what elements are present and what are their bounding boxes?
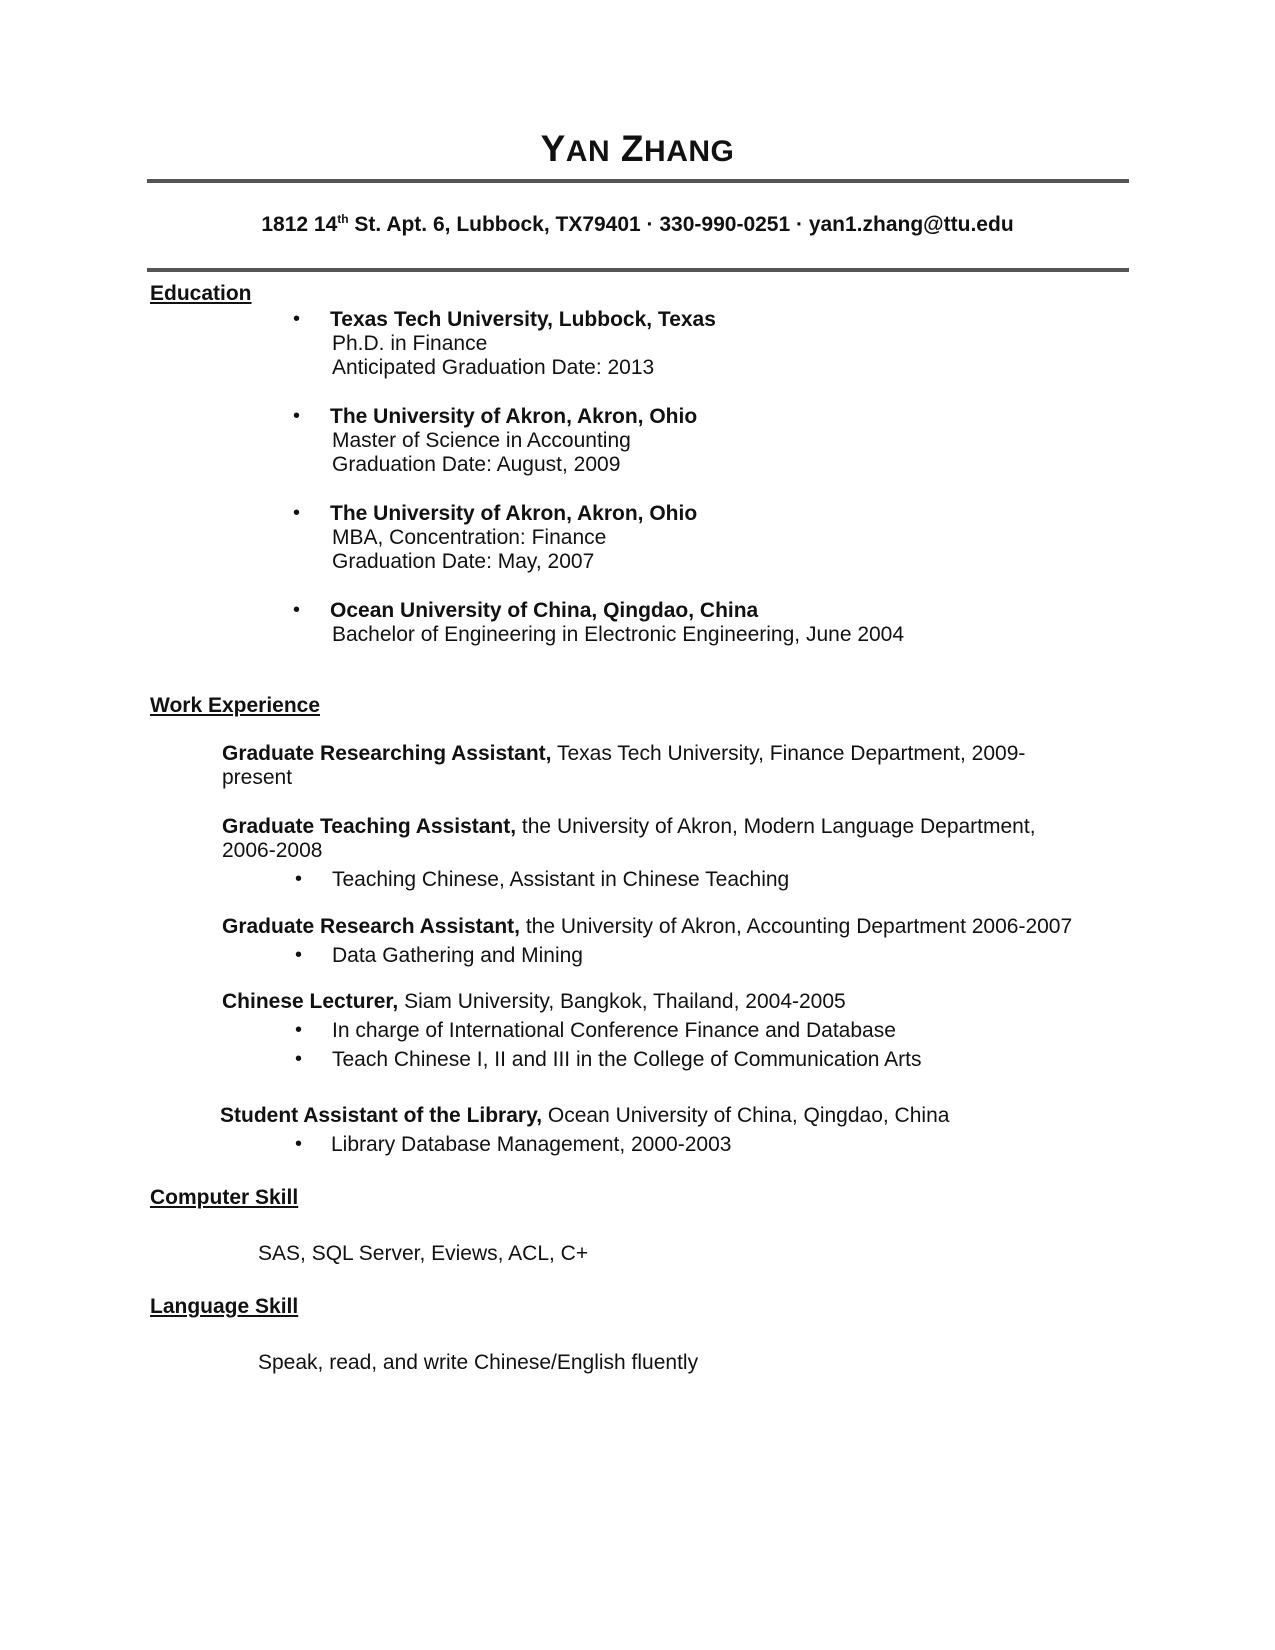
education-degree: Ph.D. in Finance xyxy=(332,332,488,355)
bullet-icon: • xyxy=(295,868,303,890)
job-bullet: In charge of International Conference Finance and Database xyxy=(332,1019,896,1042)
education-date: Anticipated Graduation Date: 2013 xyxy=(332,356,655,379)
education-heading: Education xyxy=(150,282,252,305)
bullet-icon: • xyxy=(295,1133,303,1155)
language-skill-heading: Language Skill xyxy=(150,1295,299,1318)
bullet-icon: • xyxy=(295,944,303,966)
address-prefix: 1812 14 xyxy=(261,213,338,236)
name-last-rest: HANG xyxy=(644,135,735,168)
bullet-icon: • xyxy=(293,599,301,621)
job-line xyxy=(222,990,846,1014)
education-date: Graduation Date: August, 2009 xyxy=(332,453,621,476)
bullet-icon: • xyxy=(293,308,301,330)
job-title: Graduate Research Assistant, xyxy=(222,915,521,938)
job-bullet: Teaching Chinese, Assistant in Chinese Teaching xyxy=(332,868,790,891)
address-superscript: th xyxy=(337,212,349,226)
job-bullet: Library Database Management, 2000-2003 xyxy=(331,1133,732,1156)
job-title: Student Assistant of the Library, xyxy=(220,1104,543,1127)
language-skill-text: Speak, read, and write Chinese/English fluently xyxy=(258,1351,699,1374)
name-initial: Y xyxy=(540,128,566,169)
job-title: Graduate Researching Assistant, xyxy=(222,742,552,765)
job-bullet: Teach Chinese I, II and III in the College of Communication Arts xyxy=(332,1048,922,1071)
education-date: Graduation Date: May, 2007 xyxy=(332,550,595,573)
education-school: The University of Akron, Akron, Ohio xyxy=(330,502,698,525)
job-detail: Texas Tech University, Finance Department, 2009- xyxy=(551,742,1026,765)
bullet-icon: • xyxy=(293,502,301,524)
job-detail-cont: 2006-2008 xyxy=(222,839,323,862)
computer-skill-heading: Computer Skill xyxy=(150,1186,299,1209)
resume-name xyxy=(0,128,1275,170)
job-line xyxy=(220,1104,949,1128)
education-degree: Bachelor of Engineering in Electronic Engineering, June 2004 xyxy=(332,623,905,646)
bullet-icon: • xyxy=(295,1019,303,1041)
name-first-rest: AN xyxy=(565,135,611,168)
bullet-icon: • xyxy=(295,1048,303,1070)
job-detail: Ocean University of China, Qingdao, China xyxy=(542,1104,950,1127)
job-detail: Siam University, Bangkok, Thailand, 2004-2005 xyxy=(398,990,846,1013)
job-detail: the University of Akron, Modern Language Department, xyxy=(516,815,1036,838)
bullet-icon: • xyxy=(293,405,301,427)
job-line xyxy=(222,815,1036,839)
education-degree: Master of Science in Accounting xyxy=(332,429,631,452)
job-detail-cont: present xyxy=(222,766,293,789)
education-degree: MBA, Concentration: Finance xyxy=(332,526,607,549)
computer-skill-text: SAS, SQL Server, Eviews, ACL, C+ xyxy=(258,1242,589,1265)
job-title: Chinese Lecturer, xyxy=(222,990,399,1013)
job-title: Graduate Teaching Assistant, xyxy=(222,815,517,838)
address-rest: St. Apt. 6, Lubbock, TX79401 · 330-990-0251 · yan1.zhang@ttu.edu xyxy=(348,213,1014,236)
job-bullet: Data Gathering and Mining xyxy=(332,944,583,967)
contact-line xyxy=(0,212,1275,237)
job-line xyxy=(222,915,1072,939)
education-school: The University of Akron, Akron, Ohio xyxy=(330,405,698,428)
education-school: Ocean University of China, Qingdao, China xyxy=(330,599,759,622)
education-school: Texas Tech University, Lubbock, Texas xyxy=(330,308,716,331)
contact-divider xyxy=(147,268,1129,272)
header-divider xyxy=(147,179,1129,183)
work-heading: Work Experience xyxy=(150,694,321,717)
name-initial: Z xyxy=(620,128,645,169)
job-detail: the University of Akron, Accounting Department 2006-2007 xyxy=(520,915,1073,938)
job-line xyxy=(222,742,1025,766)
